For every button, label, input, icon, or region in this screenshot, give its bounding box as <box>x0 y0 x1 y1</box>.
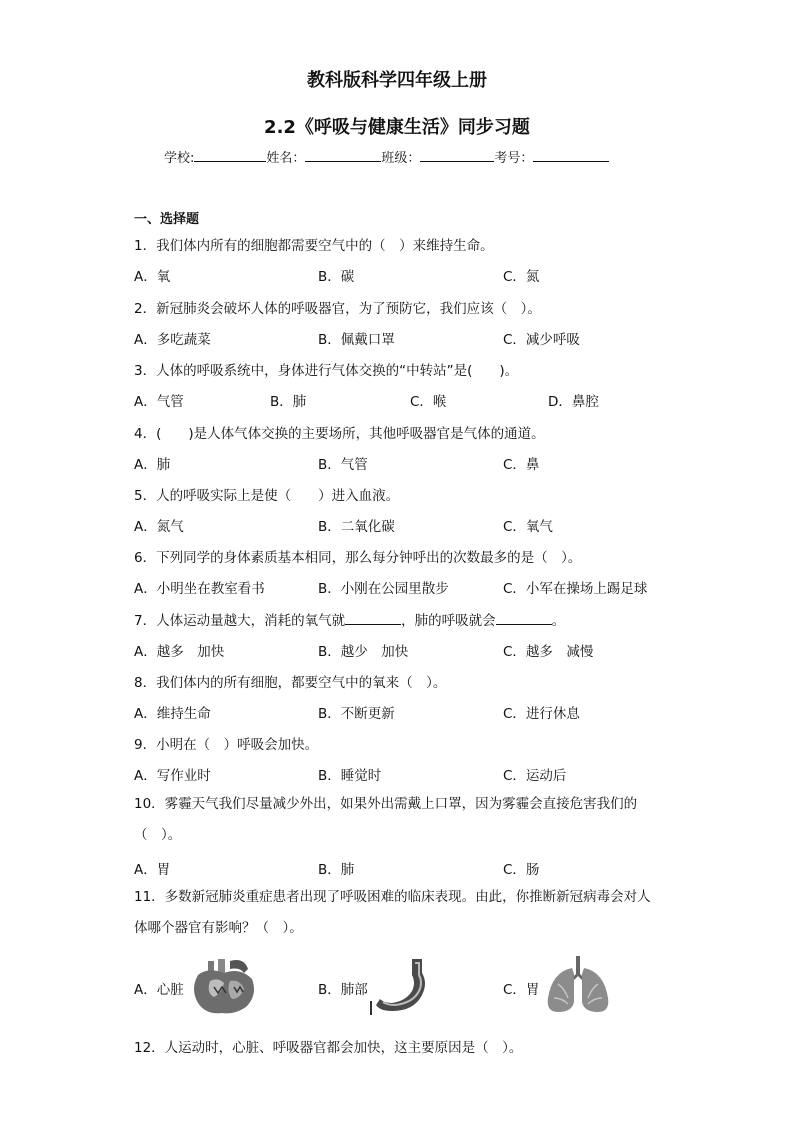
q5-option-c[interactable]: C．氧气 <box>503 519 553 535</box>
question-8: 8．我们体内的所有细胞，都要空气中的氧来（ ）。 <box>134 675 447 691</box>
question-11: 11．多数新冠肺炎重症患者出现了呼吸困难的临床表现。由此，你推断新冠病毒会对人体哪个器官有影响？（ ）。 <box>134 889 651 936</box>
q6-option-b[interactable]: B．小刚在公园里散步 <box>318 581 449 597</box>
class-blank[interactable] <box>420 148 494 162</box>
question-4: 4．( )是人体气体交换的主要场所，其他呼吸器官是气体的通道。 <box>134 426 545 442</box>
question-9: 9．小明在（ ）呼吸会加快。 <box>134 737 319 753</box>
q8-option-a[interactable]: A．维持生命 <box>134 706 211 722</box>
q7-blank-1[interactable] <box>345 612 401 625</box>
question-1: 1．我们体内所有的细胞都需要空气中的（ ）来维持生命。 <box>134 238 494 254</box>
question-2: 2．新冠肺炎会破坏人体的呼吸器官，为了预防它，我们应该（ ）。 <box>134 301 541 317</box>
q10-option-c[interactable]: C．肠 <box>503 862 540 878</box>
stomach-icon <box>368 957 436 1019</box>
question-7 <box>134 609 565 629</box>
q9-option-c[interactable]: C．运动后 <box>503 768 567 784</box>
q5-option-b[interactable]: B．二氧化碳 <box>318 519 395 535</box>
class-label: 班级： <box>381 151 421 166</box>
page-title: 教科版科学四年级上册 <box>307 70 487 91</box>
student-info-line <box>164 147 609 166</box>
page-subtitle: 2.2《呼吸与健康生活》同步习题 <box>264 117 530 138</box>
q3-option-a[interactable]: A．气管 <box>134 394 184 410</box>
q3-option-c[interactable]: C．喉 <box>410 394 447 410</box>
q3-option-b[interactable]: B．肺 <box>270 394 307 410</box>
q8-option-b[interactable]: B．不断更新 <box>318 706 395 722</box>
q11-option-b[interactable]: B．肺部 <box>318 982 368 998</box>
q5-option-a[interactable]: A．氮气 <box>134 519 184 535</box>
q11-option-c[interactable]: C．胃 <box>503 982 540 998</box>
question-6: 6．下列同学的身体素质基本相同，那么每分钟呼出的次数最多的是（ ）。 <box>134 550 582 566</box>
q2-option-b[interactable]: B．佩戴口罩 <box>318 332 395 348</box>
name-blank[interactable] <box>305 148 381 162</box>
q7-option-a[interactable]: A．越多 加快 <box>134 644 225 660</box>
section-title: 一、选择题 <box>134 212 200 227</box>
exam-label: 考号： <box>494 151 534 166</box>
q6-option-c[interactable]: C．小军在操场上踢足球 <box>503 581 648 597</box>
name-label: 姓名： <box>266 151 306 166</box>
q7-option-b[interactable]: B．越少 加快 <box>318 644 409 660</box>
q1-option-a[interactable]: A．氧 <box>134 269 171 285</box>
q1-option-c[interactable]: C．氮 <box>503 269 540 285</box>
q8-option-c[interactable]: C．进行休息 <box>503 706 580 722</box>
q11-option-a[interactable]: A．心脏 <box>134 982 184 998</box>
question-3: 3．人体的呼吸系统中，身体进行气体交换的“中转站”是( )。 <box>134 363 519 379</box>
q6-option-a[interactable]: A．小明坐在教室看书 <box>134 581 265 597</box>
lungs-icon <box>544 954 612 1016</box>
question-10: 10．雾霾天气我们尽量减少外出，如果外出需戴上口罩，因为雾霾会直接危害我们的（ ）。 <box>134 796 638 843</box>
q4-option-c[interactable]: C．鼻 <box>503 457 540 473</box>
school-label: 学校: <box>164 151 195 166</box>
q7-text-part2: ，肺的呼吸就会 <box>401 613 496 629</box>
q9-option-b[interactable]: B．睡觉时 <box>318 768 382 784</box>
q2-option-c[interactable]: C．减少呼吸 <box>503 332 580 348</box>
q7-option-c[interactable]: C．越多 减慢 <box>503 644 594 660</box>
q7-text-part3: 。 <box>551 613 566 629</box>
q4-option-b[interactable]: B．气管 <box>318 457 368 473</box>
question-12: 12．人运动时，心脏、呼吸器官都会加快，这主要原因是（ ）。 <box>134 1040 523 1056</box>
q7-blank-2[interactable] <box>496 612 552 625</box>
q1-option-b[interactable]: B．碳 <box>318 269 355 285</box>
q10-option-b[interactable]: B．肺 <box>318 862 355 878</box>
heart-icon <box>190 957 262 1015</box>
exam-blank[interactable] <box>533 148 609 162</box>
q4-option-a[interactable]: A．肺 <box>134 457 171 473</box>
school-blank[interactable] <box>194 148 266 162</box>
q7-text-part1: 7．人体运动量越大，消耗的氧气就 <box>134 613 346 629</box>
question-5: 5．人的呼吸实际上是使（ ）进入血液。 <box>134 488 400 504</box>
q3-option-d[interactable]: D．鼻腔 <box>548 394 599 410</box>
q9-option-a[interactable]: A．写作业时 <box>134 768 211 784</box>
q10-option-a[interactable]: A．胃 <box>134 862 171 878</box>
q2-option-a[interactable]: A．多吃蔬菜 <box>134 332 211 348</box>
